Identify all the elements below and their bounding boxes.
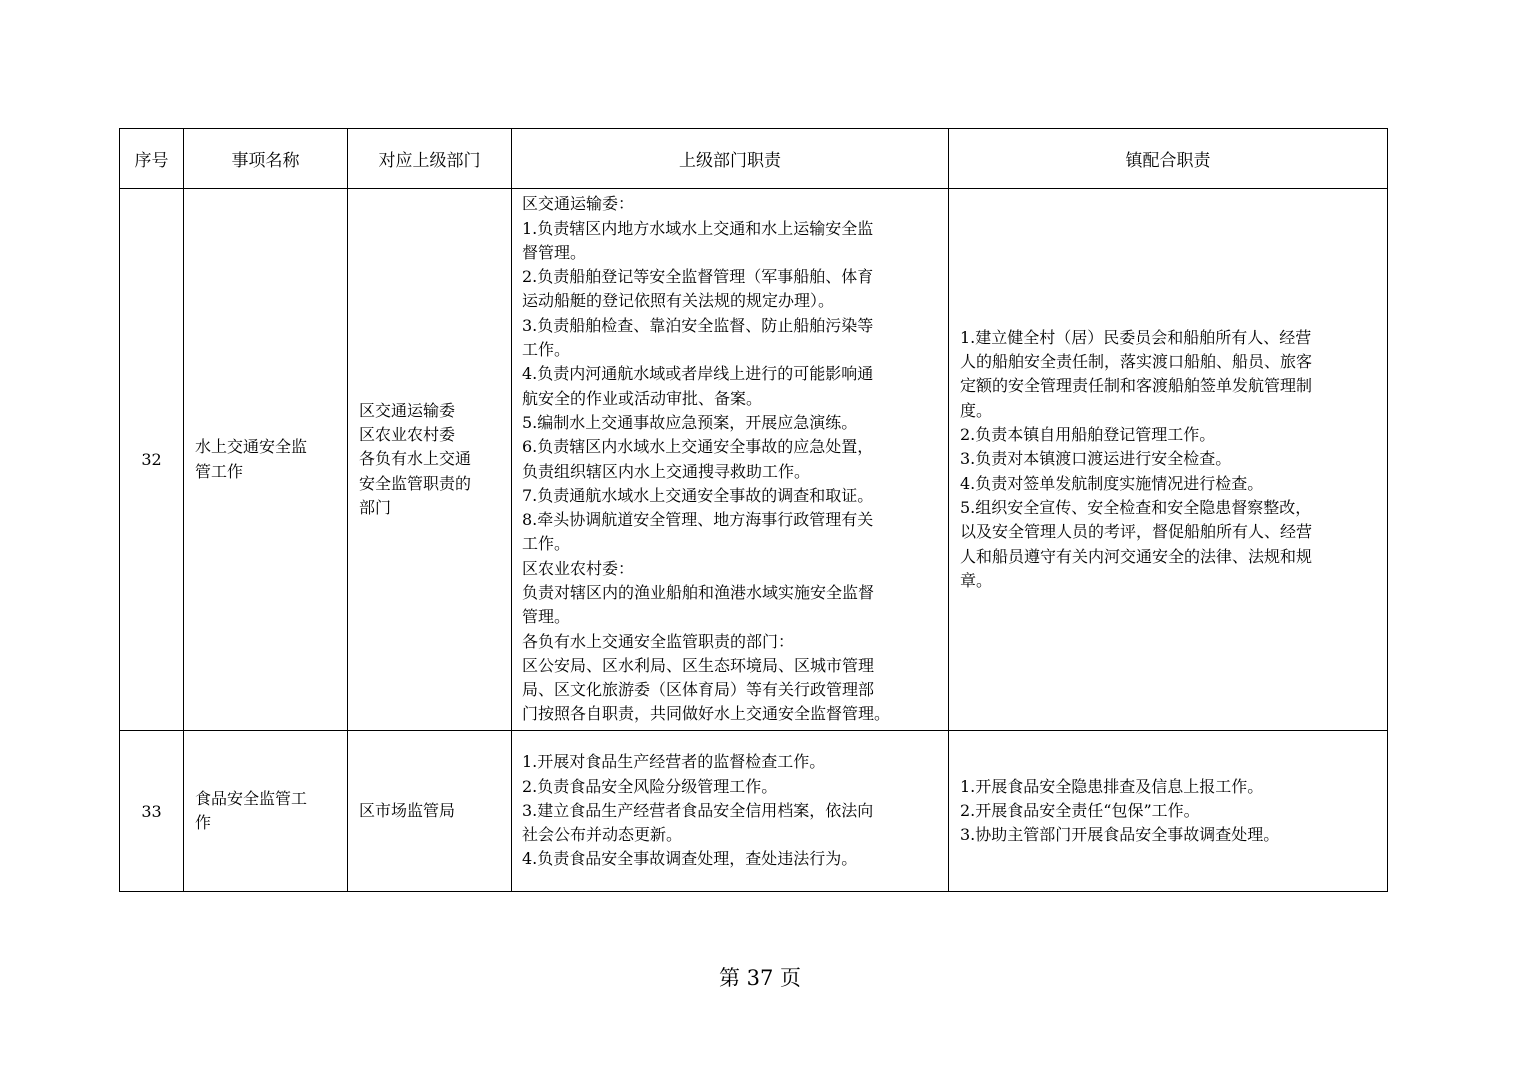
item-name-line: 作 bbox=[195, 813, 212, 832]
duty-line: 人和船员遵守有关内河交通安全的法律、法规和规 bbox=[960, 546, 1313, 566]
duty-line: 2.负责本镇自用船舶登记管理工作。 bbox=[960, 425, 1216, 445]
duty-line: 4.负责对签单发航制度实施情况进行检查。 bbox=[960, 473, 1264, 493]
duty-line: 5.组织安全宣传、安全检查和安全隐患督察整改， bbox=[960, 497, 1312, 517]
department-line: 区交通运输委 bbox=[359, 400, 456, 420]
duty-line: 工作。 bbox=[522, 534, 571, 554]
row-town-duties bbox=[949, 731, 1388, 892]
duty-line: 2.负责食品安全风险分级管理工作。 bbox=[522, 776, 778, 796]
duty-line: 以及安全管理人员的考评，督促船舶所有人、经营 bbox=[960, 522, 1313, 542]
duty-line: 门按照各自职责，共同做好水上交通安全监督管理。 bbox=[522, 704, 891, 724]
duty-line: 各负有水上交通安全监管职责的部门： bbox=[522, 631, 795, 651]
row-number: 32 bbox=[120, 189, 184, 731]
duty-line: 运动船艇的登记依照有关法规的规定办理）。 bbox=[522, 291, 835, 311]
duty-line: 5.编制水上交通事故应急预案，开展应急演练。 bbox=[522, 412, 858, 432]
header-number: 序号 bbox=[120, 129, 184, 189]
table-row bbox=[120, 731, 1388, 892]
duty-line: 定额的安全管理责任制和客渡船舶签单发航管理制 bbox=[960, 376, 1313, 396]
item-name-line: 管工作 bbox=[195, 461, 244, 481]
duty-line: 社会公布并动态更新。 bbox=[522, 825, 683, 845]
duty-line: 4.负责内河通航水域或者岸线上进行的可能影响通 bbox=[522, 364, 874, 384]
duty-line: 8.牵头协调航道安全管理、地方海事行政管理有关 bbox=[522, 510, 874, 530]
row-town-duties bbox=[949, 189, 1388, 731]
duty-line: 负责组织辖区内水上交通搜寻救助工作。 bbox=[522, 461, 811, 481]
department-line: 区市场监管局 bbox=[359, 800, 456, 820]
row-departments bbox=[348, 731, 512, 892]
row-number: 33 bbox=[120, 731, 184, 892]
duty-line: 1.开展对食品生产经营者的监督检查工作。 bbox=[522, 752, 826, 772]
duty-line: 区农业农村委： bbox=[522, 558, 635, 578]
item-name-line: 水上交通安全监 bbox=[195, 437, 308, 457]
duty-line: 1.负责辖区内地方水域水上交通和水上运输安全监 bbox=[522, 218, 874, 238]
duty-line: 3.建立食品生产经营者食品安全信用档案，依法向 bbox=[522, 800, 874, 820]
department-line: 各负有水上交通 bbox=[359, 449, 472, 469]
duty-line: 章。 bbox=[960, 570, 993, 590]
duty-line: 督管理。 bbox=[522, 242, 587, 262]
duty-line: 航安全的作业或活动审批、备案。 bbox=[522, 388, 763, 408]
header-item-name: 事项名称 bbox=[184, 129, 348, 189]
duty-line: 人的船舶安全责任制，落实渡口船舶、船员、旅客 bbox=[960, 352, 1313, 372]
duty-line: 6.负责辖区内水域水上交通安全事故的应急处置， bbox=[522, 437, 874, 457]
duty-line: 1.开展食品安全隐患排查及信息上报工作。 bbox=[960, 776, 1264, 796]
duty-line: 2.开展食品安全责任“包保”工作。 bbox=[960, 800, 1200, 820]
department-line: 部门 bbox=[359, 497, 392, 517]
duty-line: 2.负责船舶登记等安全监督管理（军事船舶、体育 bbox=[522, 267, 874, 287]
duty-line: 3.负责对本镇渡口渡运进行安全检查。 bbox=[960, 449, 1232, 469]
department-line: 安全监管职责的 bbox=[359, 473, 472, 493]
duty-line: 局、区文化旅游委（区体育局）等有关行政管理部 bbox=[522, 680, 875, 700]
table-row bbox=[120, 189, 1388, 731]
duty-line: 3.协助主管部门开展食品安全事故调查处理。 bbox=[960, 825, 1280, 845]
duty-line: 4.负责食品安全事故调查处理，查处违法行为。 bbox=[522, 849, 858, 869]
duty-line: 区交通运输委： bbox=[522, 194, 635, 214]
page-number: 第 37 页 bbox=[718, 966, 802, 990]
department-line: 区农业农村委 bbox=[359, 425, 456, 445]
duty-line: 工作。 bbox=[522, 340, 571, 360]
item-name-line: 食品安全监管工 bbox=[195, 788, 308, 808]
duty-line: 1.建立健全村（居）民委员会和船舶所有人、经营 bbox=[960, 327, 1312, 347]
header-superior-department: 对应上级部门 bbox=[348, 129, 512, 189]
header-town-duties: 镇配合职责 bbox=[949, 129, 1388, 189]
header-superior-duties: 上级部门职责 bbox=[512, 129, 949, 189]
row-item-name bbox=[184, 731, 348, 892]
table-header-row bbox=[120, 129, 1388, 189]
row-departments bbox=[348, 189, 512, 731]
duty-line: 3.负责船舶检查、靠泊安全监督、防止船舶污染等 bbox=[522, 315, 874, 335]
duties-table bbox=[119, 128, 1388, 892]
row-superior-duties bbox=[512, 189, 949, 731]
row-item-name bbox=[184, 189, 348, 731]
duty-line: 负责对辖区内的渔业船舶和渔港水域实施安全监督 bbox=[522, 582, 875, 602]
row-superior-duties bbox=[512, 731, 949, 892]
duty-line: 区公安局、区水利局、区生态环境局、区城市管理 bbox=[522, 655, 875, 675]
duty-line: 度。 bbox=[960, 400, 993, 420]
duty-line: 管理。 bbox=[522, 607, 571, 627]
duty-line: 7.负责通航水域水上交通安全事故的调查和取证。 bbox=[522, 485, 874, 505]
